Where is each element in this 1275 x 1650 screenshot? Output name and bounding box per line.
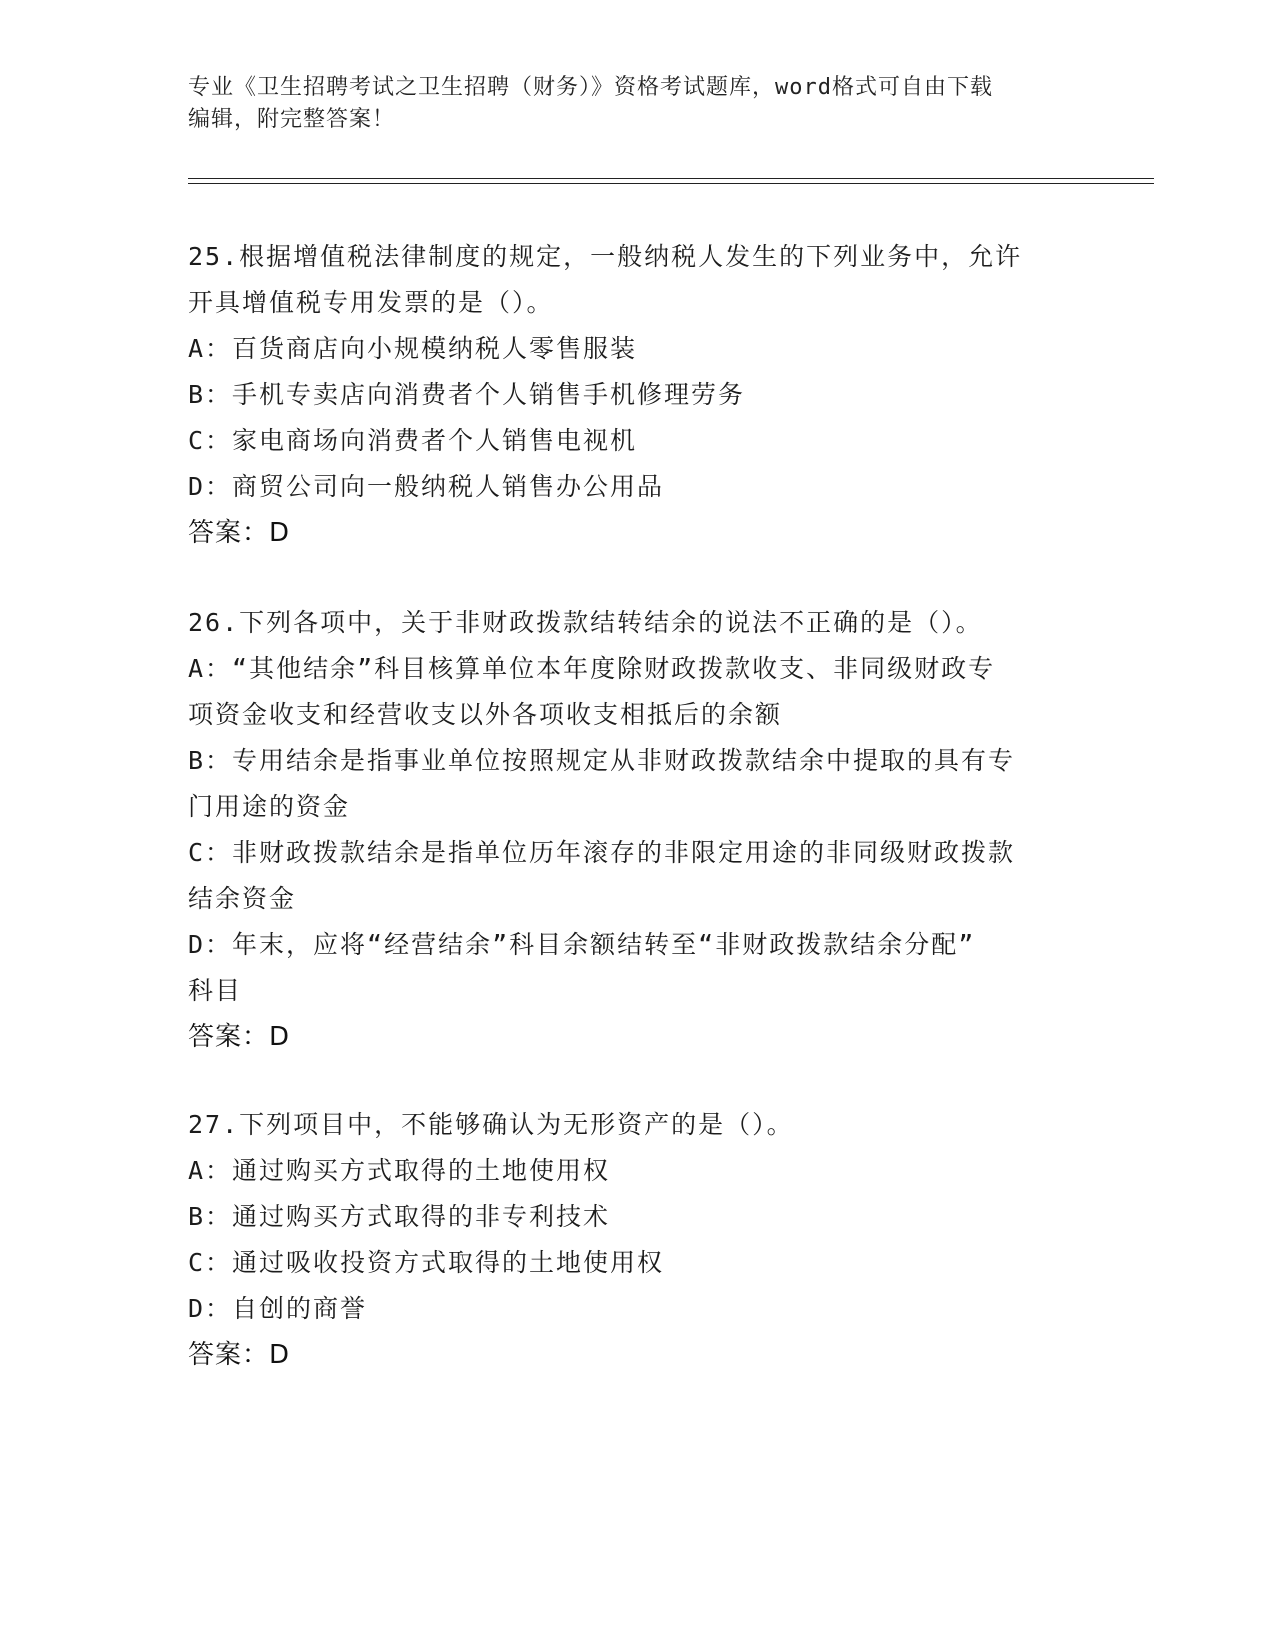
option-a: A：通过购买方式取得的土地使用权: [188, 1156, 611, 1185]
header-divider-top: [188, 178, 1154, 179]
option-c: C：通过吸收投资方式取得的土地使用权: [188, 1248, 665, 1277]
document-header: [188, 72, 1088, 136]
question-stem-line: 27.下列项目中，不能够确认为无形资产的是（）。: [188, 1110, 794, 1139]
option-d: D：自创的商誉: [188, 1294, 368, 1323]
option-c: C：家电商场向消费者个人销售电视机: [188, 426, 638, 455]
option-d: D：年末，应将“经营结余”科目余额结转至“非财政拨款结余分配”: [188, 930, 976, 959]
question-26: [188, 600, 1088, 1060]
answer-line: 答案：D: [188, 1340, 291, 1370]
option-b: B：通过购买方式取得的非专利技术: [188, 1202, 611, 1231]
option-a: A：百货商店向小规模纳税人零售服装: [188, 334, 638, 363]
answer-line: 答案：D: [188, 518, 291, 548]
question-27: [188, 1102, 1088, 1378]
question-25: [188, 234, 1088, 556]
question-stem-line: 开具增值税专用发票的是（）。: [188, 288, 554, 317]
option-b: B：专用结余是指事业单位按照规定从非财政拨款结余中提取的具有专: [188, 746, 1016, 775]
header-divider-bottom: [188, 183, 1154, 184]
option-c: C：非财政拨款结余是指单位历年滚存的非限定用途的非同级财政拨款: [188, 838, 1016, 867]
option-d-continued: 科目: [188, 976, 243, 1005]
option-b: B：手机专卖店向消费者个人销售手机修理劳务: [188, 380, 746, 409]
option-c-continued: 结余资金: [188, 884, 297, 913]
option-a-continued: 项资金收支和经营收支以外各项收支相抵后的余额: [188, 700, 783, 729]
option-b-continued: 门用途的资金: [188, 792, 351, 821]
question-stem-line: 25.根据增值税法律制度的规定，一般纳税人发生的下列业务中，允许: [188, 242, 1023, 271]
header-line-1: 专业《卫生招聘考试之卫生招聘（财务）》资格考试题库，word格式可自由下载: [188, 75, 993, 100]
option-a: A：“其他结余”科目核算单位本年度除财政拨款收支、非同级财政专: [188, 654, 996, 683]
header-line-2: 编辑，附完整答案！: [188, 107, 396, 132]
answer-line: 答案：D: [188, 1022, 291, 1052]
option-d: D：商贸公司向一般纳税人销售办公用品: [188, 472, 665, 501]
question-stem-line: 26.下列各项中，关于非财政拨款结转结余的说法不正确的是（）。: [188, 608, 983, 637]
